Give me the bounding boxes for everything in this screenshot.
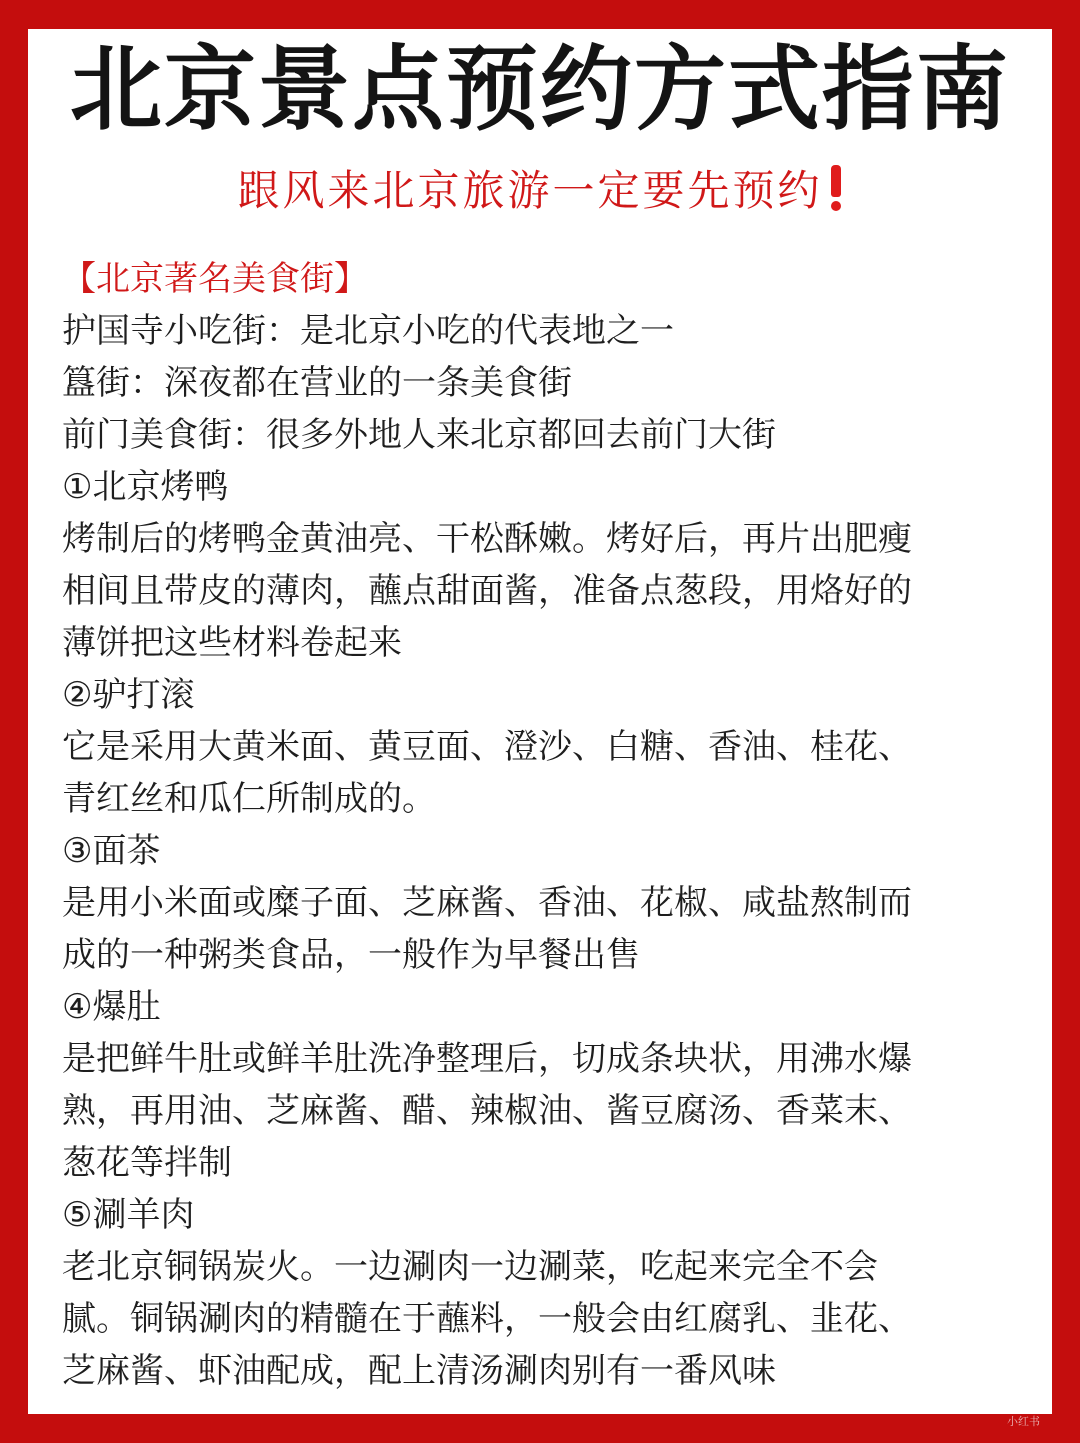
item-heading: ②驴打滚	[62, 675, 195, 715]
page-title: 北京景点预约方式指南	[69, 36, 1010, 143]
exclamation-icon	[829, 165, 843, 211]
text-line: 是把鲜牛肚或鲜羊肚洗净整理后，切成条块状，用沸水爆	[62, 1039, 912, 1079]
article-body	[62, 253, 1022, 1397]
page-subtitle	[0, 165, 1080, 215]
text-line: 是用小米面或糜子面、芝麻酱、香油、花椒、咸盐熬制而	[62, 883, 912, 923]
text-line: 护国寺小吃街：是北京小吃的代表地之一	[62, 311, 674, 351]
item-heading: ①北京烤鸭	[62, 467, 229, 507]
text-line: 芝麻酱、虾油配成，配上清汤涮肉别有一番风味	[62, 1351, 776, 1391]
text-line: 薄饼把这些材料卷起来	[62, 623, 402, 663]
text-line: 老北京铜锅炭火。一边涮肉一边涮菜，吃起来完全不会	[62, 1247, 878, 1287]
item-heading: ④爆肚	[62, 987, 161, 1027]
item-heading: ③面茶	[62, 831, 161, 871]
section-heading: 【北京著名美食街】	[62, 259, 368, 299]
text-line: 前门美食街：很多外地人来北京都回去前门大街	[62, 415, 776, 455]
text-line: 成的一种粥类食品，一般作为早餐出售	[62, 935, 640, 975]
subtitle-text: 跟风来北京旅游一定要先预约	[237, 166, 823, 215]
text-line: 簋街：深夜都在营业的一条美食街	[62, 363, 572, 403]
text-line: 葱花等拌制	[62, 1143, 232, 1183]
item-heading: ⑤涮羊肉	[62, 1195, 195, 1235]
text-line: 相间且带皮的薄肉，蘸点甜面酱，准备点葱段，用烙好的	[62, 571, 912, 611]
text-line: 它是采用大黄米面、黄豆面、澄沙、白糖、香油、桂花、	[62, 727, 912, 767]
text-line: 腻。铜锅涮肉的精髓在于蘸料，一般会由红腐乳、韭花、	[62, 1299, 912, 1339]
watermark: 小红书	[1007, 1415, 1040, 1428]
text-line: 熟，再用油、芝麻酱、醋、辣椒油、酱豆腐汤、香菜末、	[62, 1091, 912, 1131]
text-line: 青红丝和瓜仁所制成的。	[62, 779, 436, 819]
text-line: 烤制后的烤鸭金黄油亮、干松酥嫩。烤好后，再片出肥瘦	[62, 519, 912, 559]
